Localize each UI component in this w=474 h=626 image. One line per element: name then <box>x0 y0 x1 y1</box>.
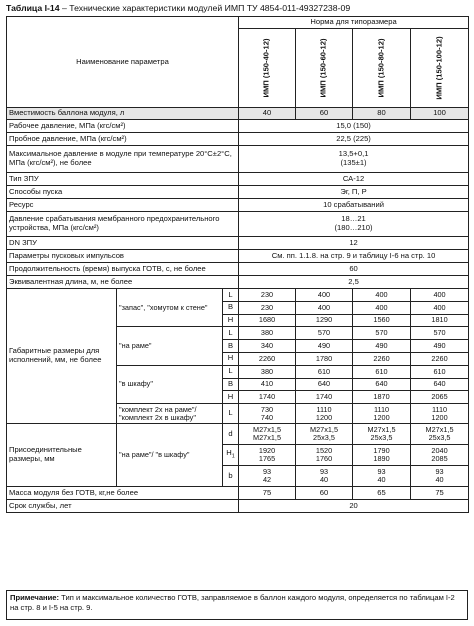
dim-letter: L <box>223 327 239 340</box>
dim-value: 400 <box>353 301 411 314</box>
row-pulse <box>7 250 469 263</box>
row-label: DN ЗПУ <box>7 237 239 250</box>
row-label: Тип ЗПУ <box>7 173 239 186</box>
type-header-1: ИМП (150-40-12) <box>239 29 296 108</box>
caption-text: Технические характеристики модулей ИМП ТУ 4854-011-49327238-09 <box>69 3 351 13</box>
row-volume <box>7 108 469 120</box>
row-max-pressure <box>7 146 469 173</box>
cell-value: 40 <box>239 108 296 120</box>
cell-value: 60 <box>296 108 353 120</box>
cell-value: 2,5 <box>239 276 469 289</box>
cell-value: 12 <box>239 237 469 250</box>
connect-value: 1520 1760 <box>296 445 353 466</box>
row-label: Давление срабатывания мембранного предохранительного устройства, МПа (кгс/см²) <box>7 212 239 237</box>
connect-value: M27x1,5 25x3,5 <box>411 424 469 445</box>
dim-value: 730 740 <box>239 404 296 424</box>
dim-value: 410 <box>239 378 296 391</box>
row-duration <box>7 263 469 276</box>
dims-label: Габаритные размеры для исполнений, мм, не более <box>7 289 117 424</box>
connect-value: 93 42 <box>239 466 296 487</box>
dim-value: 400 <box>353 289 411 302</box>
cell-value: 60 <box>296 487 353 500</box>
row-label: Эквивалентная длина, м, не более <box>7 276 239 289</box>
dim-value: 400 <box>411 289 469 302</box>
dim-value: 640 <box>296 378 353 391</box>
note-label: Примечание: <box>10 593 60 602</box>
cell-value: 75 <box>411 487 469 500</box>
dims-row <box>7 289 469 302</box>
dim-letter: H <box>223 314 239 327</box>
dim-value: 610 <box>411 365 469 378</box>
header-row <box>7 17 469 29</box>
dim-value: 1110 1200 <box>353 404 411 424</box>
connect-value: 2040 2085 <box>411 445 469 466</box>
dim-letter: B <box>223 340 239 353</box>
row-label: Вместимость баллона модуля, л <box>7 108 239 120</box>
connect-value: M27x1,5 25x3,5 <box>296 424 353 445</box>
cell-value: 75 <box>239 487 296 500</box>
row-membrane <box>7 212 469 237</box>
row-label: Масса модуля без ГОТВ, кг,не более <box>7 487 239 500</box>
cell-value: 15,0 (150) <box>239 120 469 133</box>
connect-dim: $H_1$ <box>223 445 239 466</box>
spec-table <box>6 16 469 513</box>
dim-value: 1780 <box>296 352 353 365</box>
row-label: Продолжительность (время) выпуска ГОТВ, с, не более <box>7 263 239 276</box>
row-work-pressure <box>7 120 469 133</box>
row-label: Максимальное давление в модуле при температуре 20°C±2°C, МПа (кгс/см²), не более <box>7 146 239 173</box>
cell-value: 18…21 (180…210) <box>239 212 469 237</box>
dim-value: 380 <box>239 327 296 340</box>
connect-variant: "на раме"/ "в шкафу" <box>117 424 223 487</box>
dim-value: 2260 <box>239 352 296 365</box>
connect-value: 93 40 <box>411 466 469 487</box>
dim-value: 380 <box>239 365 296 378</box>
connect-value: M27x1,5 25x3,5 <box>353 424 411 445</box>
dim-value: 2065 <box>411 391 469 404</box>
caption-label: Таблица I-14 <box>6 3 60 13</box>
note-text: Тип и максимальное количество ГОТВ, заправляемое в баллон каждого модуля, определяется по таблицам I-2 на стр. 8 и I-5 на стр. 9. <box>10 593 455 612</box>
caption-dash: – <box>59 3 70 13</box>
cell-value: 80 <box>353 108 411 120</box>
dim-value: 1110 1200 <box>411 404 469 424</box>
dim-value: 340 <box>239 340 296 353</box>
type-header-3: ИМП (150-80-12) <box>353 29 411 108</box>
dim-value: 610 <box>296 365 353 378</box>
connect-value: 93 40 <box>353 466 411 487</box>
connect-value: 1790 1890 <box>353 445 411 466</box>
cell-value: 60 <box>239 263 469 276</box>
dim-value: 570 <box>296 327 353 340</box>
dim-value: 570 <box>411 327 469 340</box>
dim-value: 2260 <box>411 352 469 365</box>
row-zpu-type <box>7 173 469 186</box>
row-test-pressure <box>7 133 469 146</box>
dim-value: 1560 <box>353 314 411 327</box>
dim-letter: H <box>223 352 239 365</box>
connect-value: 93 40 <box>296 466 353 487</box>
dims-variant: "комплект 2х на раме"/ "комплект 2х в шкафу" <box>117 404 223 424</box>
dim-value: 1870 <box>353 391 411 404</box>
row-start-methods <box>7 186 469 199</box>
table-caption <box>6 2 470 14</box>
dim-value: 610 <box>353 365 411 378</box>
connect-value: M27x1,5 M27x1,5 <box>239 424 296 445</box>
connect-value: 1920 1765 <box>239 445 296 466</box>
dim-value: 1290 <box>296 314 353 327</box>
dim-value: 640 <box>411 378 469 391</box>
cell-value: 10 срабатываний <box>239 199 469 212</box>
dim-letter: L <box>223 365 239 378</box>
dim-letter: B <box>223 301 239 314</box>
cell-value: СА-12 <box>239 173 469 186</box>
cell-value: 65 <box>353 487 411 500</box>
dim-value: 1110 1200 <box>296 404 353 424</box>
dim-value: 490 <box>353 340 411 353</box>
connect-dim: b <box>223 466 239 487</box>
dim-letter: B <box>223 378 239 391</box>
dim-value: 1740 <box>296 391 353 404</box>
note <box>6 590 468 620</box>
type-header-4: ИМП (150-100-12) <box>411 29 469 108</box>
row-service <box>7 500 469 513</box>
cell-value: 100 <box>411 108 469 120</box>
dim-letter: L <box>223 289 239 302</box>
row-label: Ресурс <box>7 199 239 212</box>
dim-value: 640 <box>353 378 411 391</box>
param-col-header: Наименование параметра <box>7 17 239 108</box>
row-label: Срок службы, лет <box>7 500 239 513</box>
dim-value: 1810 <box>411 314 469 327</box>
row-label: Пробное давление, МПа (кгс/см²) <box>7 133 239 146</box>
dims-variant: "в шкафу" <box>117 365 223 403</box>
dims-variant: "запас", "хомутом к стене" <box>117 289 223 327</box>
cell-value: Эг, П, Р <box>239 186 469 199</box>
connect-row <box>7 424 469 445</box>
dim-value: 1680 <box>239 314 296 327</box>
row-label: Рабочее давление, МПа (кгс/см²) <box>7 120 239 133</box>
dim-value: 570 <box>353 327 411 340</box>
dim-value: 1740 <box>239 391 296 404</box>
dim-value: 490 <box>411 340 469 353</box>
norm-header: Норма для типоразмера <box>239 17 469 29</box>
dim-value: 400 <box>411 301 469 314</box>
dim-value: 230 <box>239 289 296 302</box>
row-mass <box>7 487 469 500</box>
cell-value: 22,5 (225) <box>239 133 469 146</box>
dim-value: 230 <box>239 301 296 314</box>
row-label: Параметры пусковых импульсов <box>7 250 239 263</box>
dim-value: 2260 <box>353 352 411 365</box>
row-equiv-len <box>7 276 469 289</box>
row-resource <box>7 199 469 212</box>
connect-label: Присоединительные размеры, мм <box>7 424 117 487</box>
type-header-2: ИМП (150-60-12) <box>296 29 353 108</box>
dim-value: 400 <box>296 289 353 302</box>
dim-value: 490 <box>296 340 353 353</box>
row-dn <box>7 237 469 250</box>
dim-letter: L <box>223 404 239 424</box>
connect-dim: d <box>223 424 239 445</box>
cell-value: 20 <box>239 500 469 513</box>
cell-value: См. пп. 1.1.8. на стр. 9 и таблицу I-6 на стр. 10 <box>239 250 469 263</box>
cell-value: 13,5+0,1 (135±1) <box>239 146 469 173</box>
dims-variant: "на раме" <box>117 327 223 365</box>
dim-value: 400 <box>296 301 353 314</box>
row-label: Способы пуска <box>7 186 239 199</box>
dim-letter: H <box>223 391 239 404</box>
